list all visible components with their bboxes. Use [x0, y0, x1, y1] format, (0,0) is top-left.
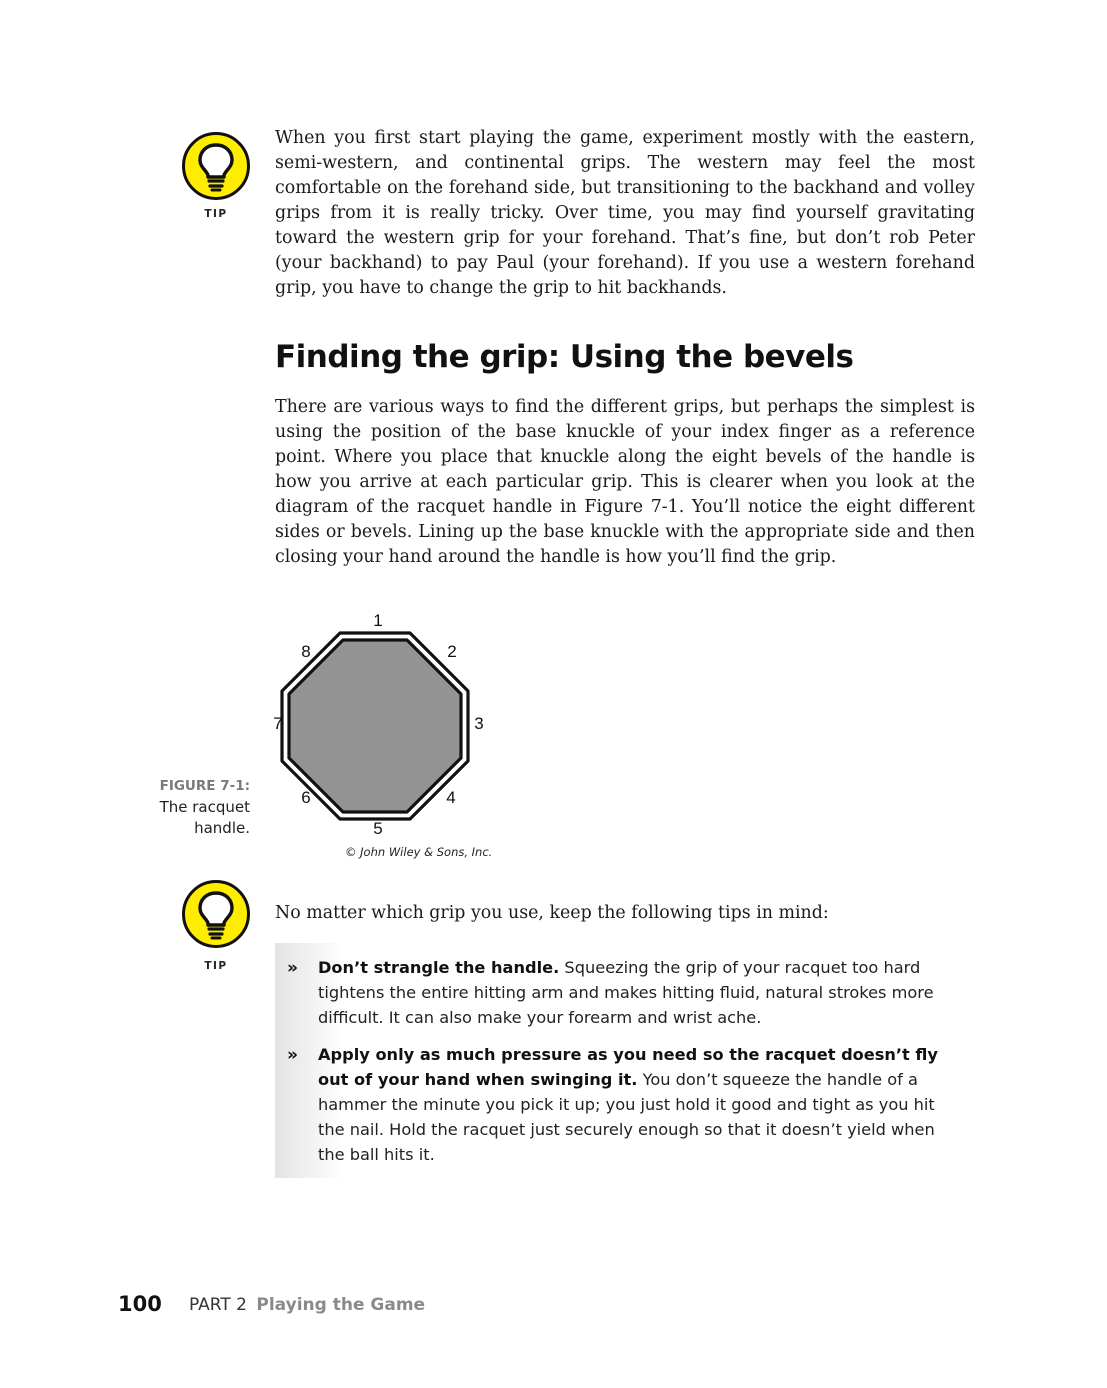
bevel-label: 4 [446, 788, 456, 807]
list-item [287, 1042, 940, 1167]
figure-label: FIGURE 7-1: [159, 778, 250, 794]
lightbulb-icon [181, 131, 251, 201]
figure-caption [120, 776, 250, 839]
bevel-label: 3 [474, 714, 484, 733]
bevel-label: 1 [373, 611, 383, 630]
tip-callout-1 [181, 131, 251, 220]
body-paragraph: There are various ways to find the different grips, but perhaps the simplest is using the position of the base knuckle of your index finger as a reference point. Where you place that knuckle along the eight bevels of the handle is how you arrive at each particular grip. This is clearer when you look at the diagram of the racquet handle in Figure 7-1. You’ll notice the eight different sides or bevels. Lining up the base knuckle with the appropriate side and then closing your hand around the handle is how you’ll find the grip. [275, 397, 975, 567]
bevel-label: 8 [301, 642, 311, 661]
lightbulb-icon [181, 879, 251, 949]
tip-paragraph: When you first start playing the game, experiment mostly with the eastern, semi-western, and continental grips. The western may feel the most comfortable on the forehand side, but transitioning to the backhand and volley grips from it is really tricky. Over time, you may find yourself gravitating toward the western grip for your forehand. That’s fine, but don’t rob Peter (your backhand) to pay Paul (your forehand). If you use a western forehand grip, you have to change the grip to hit backhands. [275, 128, 975, 298]
tip-label: TIP [204, 208, 228, 220]
section-heading: Finding the grip: Using the bevels [275, 339, 854, 375]
bullet-text: Squeezing the grip of your racquet too hard tightens the entire hitting arm and makes hitting fluid, natural strokes more difficult. It can also make your forearm and wrist ache. [318, 958, 934, 1027]
bullet-bold: Don’t strangle the handle. [318, 958, 560, 977]
page-number: 100 [118, 1292, 162, 1316]
part-title: Playing the Game [256, 1295, 426, 1315]
tip-callout-2 [181, 879, 251, 972]
list-item [287, 955, 940, 1030]
bevel-label: 6 [301, 788, 311, 807]
tip-label: TIP [204, 960, 228, 972]
caption-line: handle. [194, 819, 250, 837]
double-chevron-icon: » [287, 958, 298, 978]
double-chevron-icon: » [287, 1045, 298, 1065]
caption-line: The racquet [159, 798, 250, 816]
part-label: PART 2 [189, 1295, 247, 1315]
bevel-label: 7 [273, 714, 283, 733]
racquet-handle-diagram [262, 605, 502, 845]
bullet-text: You don’t squeeze the handle of a hammer the minute you pick it up; you just hold it good and tight as you hit the nail. Hold the racquet just securely enough so that it doesn’t yield when the ball hits it. [318, 1070, 935, 1164]
running-footer [189, 1295, 425, 1315]
bullet-bold: Apply only as much pressure as you need so the racquet doesn’t fly out of your hand when swinging it. [318, 1045, 938, 1089]
figure-credit: © John Wiley & Sons, Inc. [345, 845, 493, 859]
bevel-label: 2 [447, 642, 457, 661]
tips-intro: No matter which grip you use, keep the following tips in mind: [275, 903, 829, 923]
bullet-list [275, 943, 940, 1178]
bevel-label: 5 [373, 819, 383, 838]
